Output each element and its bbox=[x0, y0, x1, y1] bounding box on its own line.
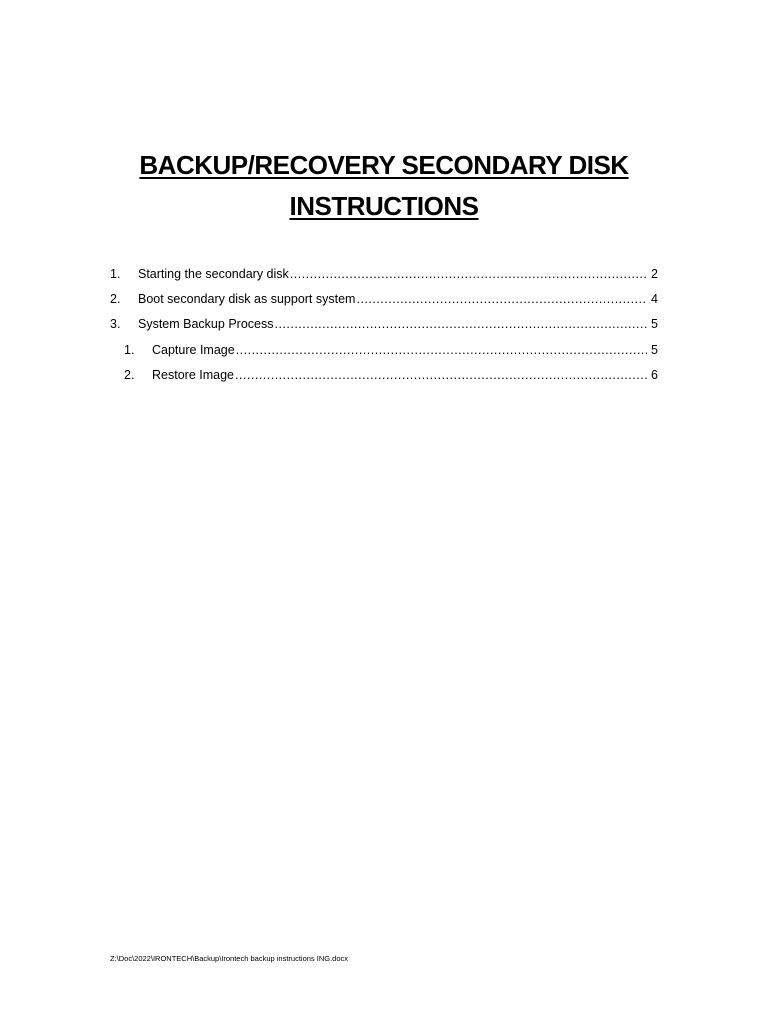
document-title-line-1: BACKUP/RECOVERY SECONDARY DISK bbox=[139, 150, 629, 180]
footer-file-path: Z:\Doc\2022\IRONTECH\Backup\Irontech backup instructions ING.docx bbox=[110, 954, 349, 963]
toc-entry-page: 5 bbox=[651, 343, 658, 357]
toc-entry-number: 2. bbox=[124, 368, 135, 382]
toc-entry-label[interactable]: Starting the secondary disk bbox=[138, 267, 289, 281]
toc-entry-number: 1. bbox=[124, 343, 135, 357]
toc-entry-page: 4 bbox=[651, 292, 658, 306]
toc-entry-label[interactable]: Capture Image bbox=[152, 343, 235, 357]
toc-entry-page: 5 bbox=[651, 317, 658, 331]
toc-entry-system-backup-process[interactable] bbox=[110, 314, 658, 334]
toc-entry-label[interactable]: System Backup Process bbox=[138, 317, 274, 331]
toc-dot-leader bbox=[274, 314, 647, 334]
toc-entry-label[interactable]: Boot secondary disk as support system bbox=[138, 292, 356, 306]
toc-entry-page: 6 bbox=[651, 368, 658, 382]
toc-entry-capture-image[interactable] bbox=[124, 340, 658, 360]
toc-entry-restore-image[interactable] bbox=[124, 365, 658, 385]
toc-entry-label[interactable]: Restore Image bbox=[152, 368, 234, 382]
toc-dot-leader bbox=[356, 289, 647, 309]
toc-dot-leader bbox=[235, 365, 647, 385]
toc-entry-starting-secondary-disk[interactable] bbox=[110, 264, 658, 284]
toc-entry-number: 2. bbox=[110, 292, 121, 306]
document-title-line-2: INSTRUCTIONS bbox=[289, 191, 479, 221]
toc-entry-number: 1. bbox=[110, 267, 121, 281]
toc-dot-leader bbox=[236, 340, 647, 360]
toc-entry-number: 3. bbox=[110, 317, 121, 331]
toc-entry-page: 2 bbox=[651, 267, 658, 281]
toc-entry-boot-secondary-disk[interactable] bbox=[110, 289, 658, 309]
toc-dot-leader bbox=[290, 264, 647, 284]
